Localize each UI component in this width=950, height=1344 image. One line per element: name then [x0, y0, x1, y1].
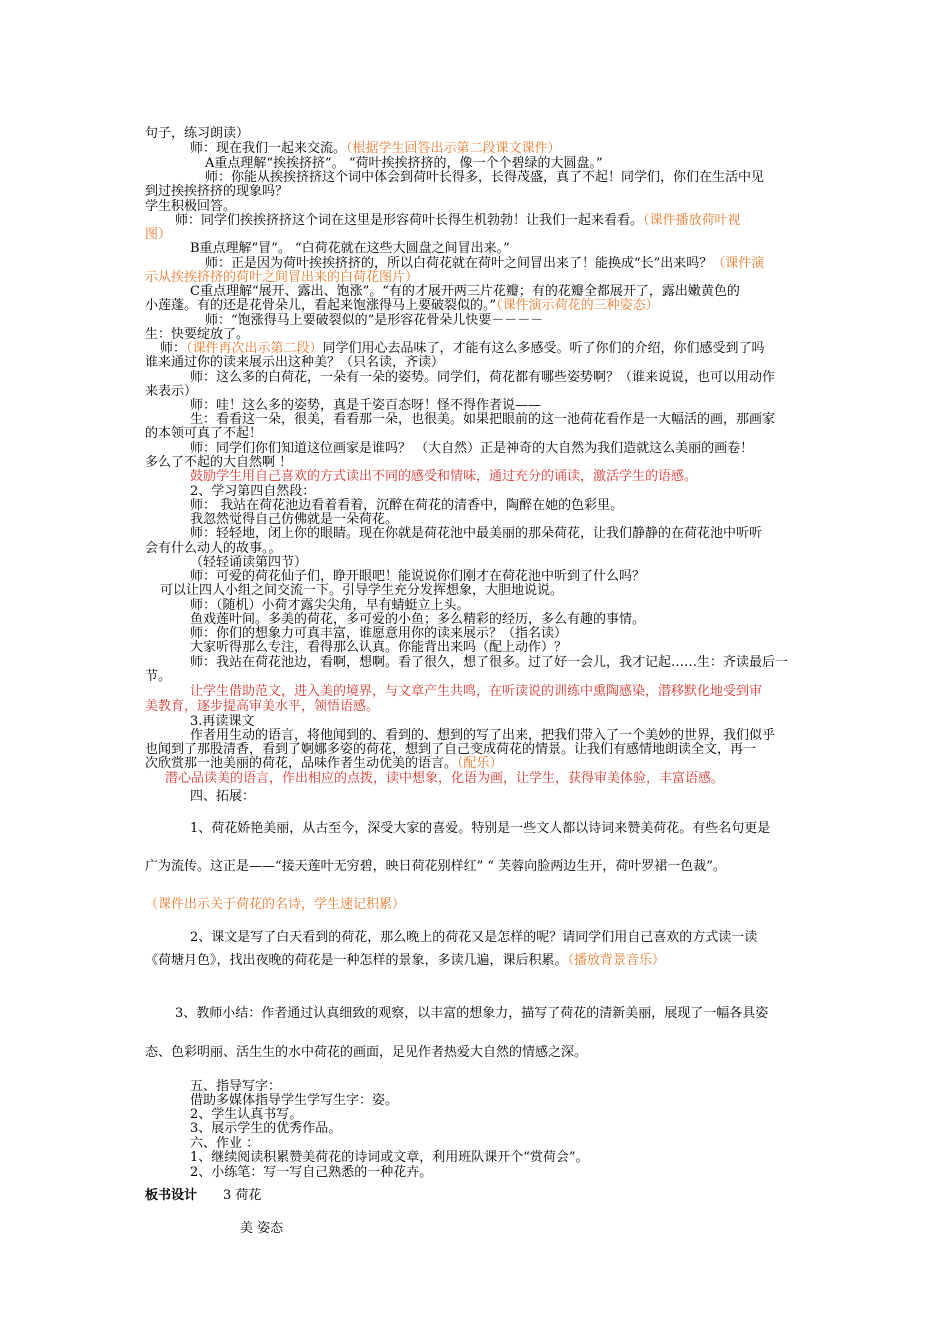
text-line: 1、荷花娇艳美丽，从古至今，深受大家的喜爱。特别是一些文人都以诗词来赞美荷花。有些名句更是 [190, 821, 771, 836]
section-heading: 四、拓展： [190, 789, 256, 804]
text-line: 句子，练习朗读） [145, 126, 250, 141]
text-line: 师：同学们你们知道这位画家是谁吗？ （大自然）正是神奇的大自然为我们造就这么美丽的画卷！ [190, 441, 754, 456]
text-line: 师：我站在荷花池边，看啊，想啊。看了很久，想了很多。过了好一会儿，我才记起……生：齐读最后一 [190, 655, 789, 670]
text-line: 生：看看这一朵，很美，看看那一朵，也很美。如果把眼前的这一池荷花看作是一大幅活的画，那画家 [190, 412, 776, 427]
text-line: 2、课文是写了白天看到的荷花，那么晚上的荷花又是怎样的呢？请同学们用自己喜欢的方式读一读 [190, 930, 758, 945]
text-line: 师：（随机）小荷才露尖尖角，早有蜻蜓立上头。 [190, 598, 470, 613]
text-line: 节。 [145, 669, 172, 684]
text-line: 师：现在我们一起来交流。（根据学生回答出示第二段课文课件） [190, 141, 561, 156]
text-line: 师：你们的想象力可真丰富，谁愿意用你的读来展示？（指名读） [190, 626, 568, 641]
text-line: 鱼戏莲叶间。多美的荷花，多可爱的小鱼；多么精彩的经历，多么有趣的事情。 [190, 612, 646, 627]
text-line: 会有什么动人的故事。。 [145, 541, 282, 556]
text-line: 师：（课件再次出示第二段）同学们用心去品味了，才能有这么多感受。听了你们的介绍，你们感受到了吗 [160, 341, 765, 356]
teaching-note: 让学生借助范文，进入美的境界，与文章产生共鸣，在听读说的训练中熏陶感染，潜移默化地受到审 [190, 684, 763, 699]
text-line: （轻轻诵读第四节） [190, 555, 308, 570]
text-line: 作者用生动的语言，将他闻到的、看到的、想到的写了出来，把我们带入了一个美妙的世界，我们似乎 [190, 728, 776, 743]
text-line: 态、色彩明丽、活生生的水中荷花的画面，足见作者热爱大自然的情感之深。 [145, 1045, 588, 1060]
text-line: 师：正是因为荷叶挨挨挤挤的，所以白荷花就在荷叶之间冒出来了！能换成“长”出来吗？（课件演 [205, 256, 765, 271]
text-line: 1、继续阅读积累赞美荷花的诗词或文章，利用班队课开个“赏荷会”。 [190, 1150, 589, 1165]
text-line: 师： 我站在荷花池边看着看着，沉醉在荷花的清香中，陶醉在她的色彩里。 [190, 498, 624, 513]
text-line: B重点理解“冒”。 “白荷花就在这些大圆盘之间冒出来。” [190, 241, 510, 256]
text-line: 3、教师小结：作者通过认真细致的观察，以丰富的想象力，描写了荷花的清新美丽，展现了一幅各具姿 [175, 1006, 769, 1021]
text-line: 广为流传。这正是——“接天莲叶无穷碧，映日荷花别样红” “ 芙蓉向脸两边生开，荷叶罗裙一色裁”。 [145, 859, 726, 874]
section-heading: 六、作业 ： [190, 1136, 260, 1151]
courseware-note: （课件出示关于荷花的名诗，学生速记积累） [145, 897, 406, 912]
text-line: 的本领可真了不起！ [145, 426, 263, 441]
teaching-note: 美教育，逐步提高审美水平，领悟语感。 [145, 699, 380, 714]
text-line: 也闻到了那股清香，看到了婀娜多姿的荷花，想到了自己变成荷花的情景。让我们有感情地朗读全文，再一 [145, 742, 757, 757]
board-design-label: 板书设计 [145, 1188, 198, 1203]
teaching-note: 潜心品读美的语言，作出相应的点拨，读中想象，化语为画，让学生，获得审美体验，丰富语感。 [165, 771, 725, 786]
text-line: 借助多媒体指导学生学写生字：姿。 [190, 1093, 399, 1108]
text-line: 生：快要绽放了。 [145, 327, 250, 342]
text-line: 可以让四人小组之间交流一下。引导学生充分发挥想象，大胆地说说。 [160, 583, 564, 598]
teaching-note: 鼓励学生用自己喜欢的方式读出不同的感受和情味，通过充分的诵读，激活学生的语感。 [190, 469, 698, 484]
text-line: 师：“饱涨得马上要破裂似的”是形容花骨朵儿快要－－－－ [205, 313, 544, 328]
text-line: 师：你能从挨挨挤挤这个词中体会到荷叶长得多，长得茂盛，真了不起！同学们，你们在生活中见 [205, 170, 765, 185]
text-line: 多么了不起的大自然啊 ！ [145, 455, 293, 470]
text-line: A重点理解“挨挨挤挤”。 “荷叶挨挨挤挤的，像一个个碧绿的大圆盘。” [205, 156, 603, 171]
text-line: 图） [145, 227, 172, 242]
text-line: 师：轻轻地，闭上你的眼睛。现在你就是荷花池中最美丽的那朵荷花，让我们静静的在荷花池中听听 [190, 526, 763, 541]
text-line: 谁来通过你的读来展示出这种美？（只名读，齐读） [145, 355, 445, 370]
text-line: 次欣赏那一池美丽的荷花，品味作者生动优美的语言。（配乐） [145, 756, 503, 771]
text-line: 师：同学们挨挨挤挤这个词在这里是形容荷叶长得生机勃勃！让我们一起来看看。（课件播放荷叶视 [175, 213, 741, 228]
board-design-content: 美 姿态 [240, 1221, 284, 1236]
text-line: 到过挨挨挤挤的现象吗？ [145, 184, 289, 199]
text-line: 学生积极回答。 [145, 199, 237, 214]
text-line: 《荷塘月色》，找出夜晚的荷花是一种怎样的景象，多读几遍，课后积累。（播放背景音乐） [145, 953, 666, 968]
text-line: 2、学习第四自然段： [190, 484, 316, 499]
text-line: 2、小练笔：写一写自己熟悉的一种花卉。 [190, 1165, 433, 1180]
text-line: 3.再读课文 [190, 714, 255, 729]
text-line: 3、展示学生的优秀作品。 [190, 1121, 342, 1136]
text-line: 我忽然觉得自己仿佛就是一朵荷花。 [190, 512, 399, 527]
text-line: 示从挨挨挤挤的荷叶之间冒出来的白荷花图片） [145, 270, 419, 285]
text-line: 大家听得那么专注，看得那么认真。你能背出来吗（配上动作）？ [190, 640, 568, 655]
text-line: 师：哇！这么多的姿势，真是千姿百态呀！怪不得作者说—— [190, 398, 542, 413]
text-line: 来表示） [145, 384, 198, 399]
section-heading: 五、指导写字： [190, 1079, 282, 1094]
text-line: 小莲蓬。有的还是花骨朵儿，看起来饱涨得马上要破裂似的。”（课件演示荷花的三种姿态） [145, 298, 659, 313]
text-line: 师：这么多的白荷花，一朵有一朵的姿势。同学们，荷花都有哪些姿势啊？（谁来说说，也可以用动作 [190, 370, 776, 385]
text-line: C重点理解“展开、露出、饱涨”。“有的才展开两三片花瓣；有的花瓣全都展开了，露出嫩黄色的 [190, 284, 740, 299]
text-line: 师：可爱的荷花仙子们，睁开眼吧！能说说你们刚才在荷花池中听到了什么吗？ [190, 569, 646, 584]
board-design: 板书设计 3 荷花 [145, 1188, 262, 1203]
text-line: 2、学生认真书写。 [190, 1107, 303, 1122]
